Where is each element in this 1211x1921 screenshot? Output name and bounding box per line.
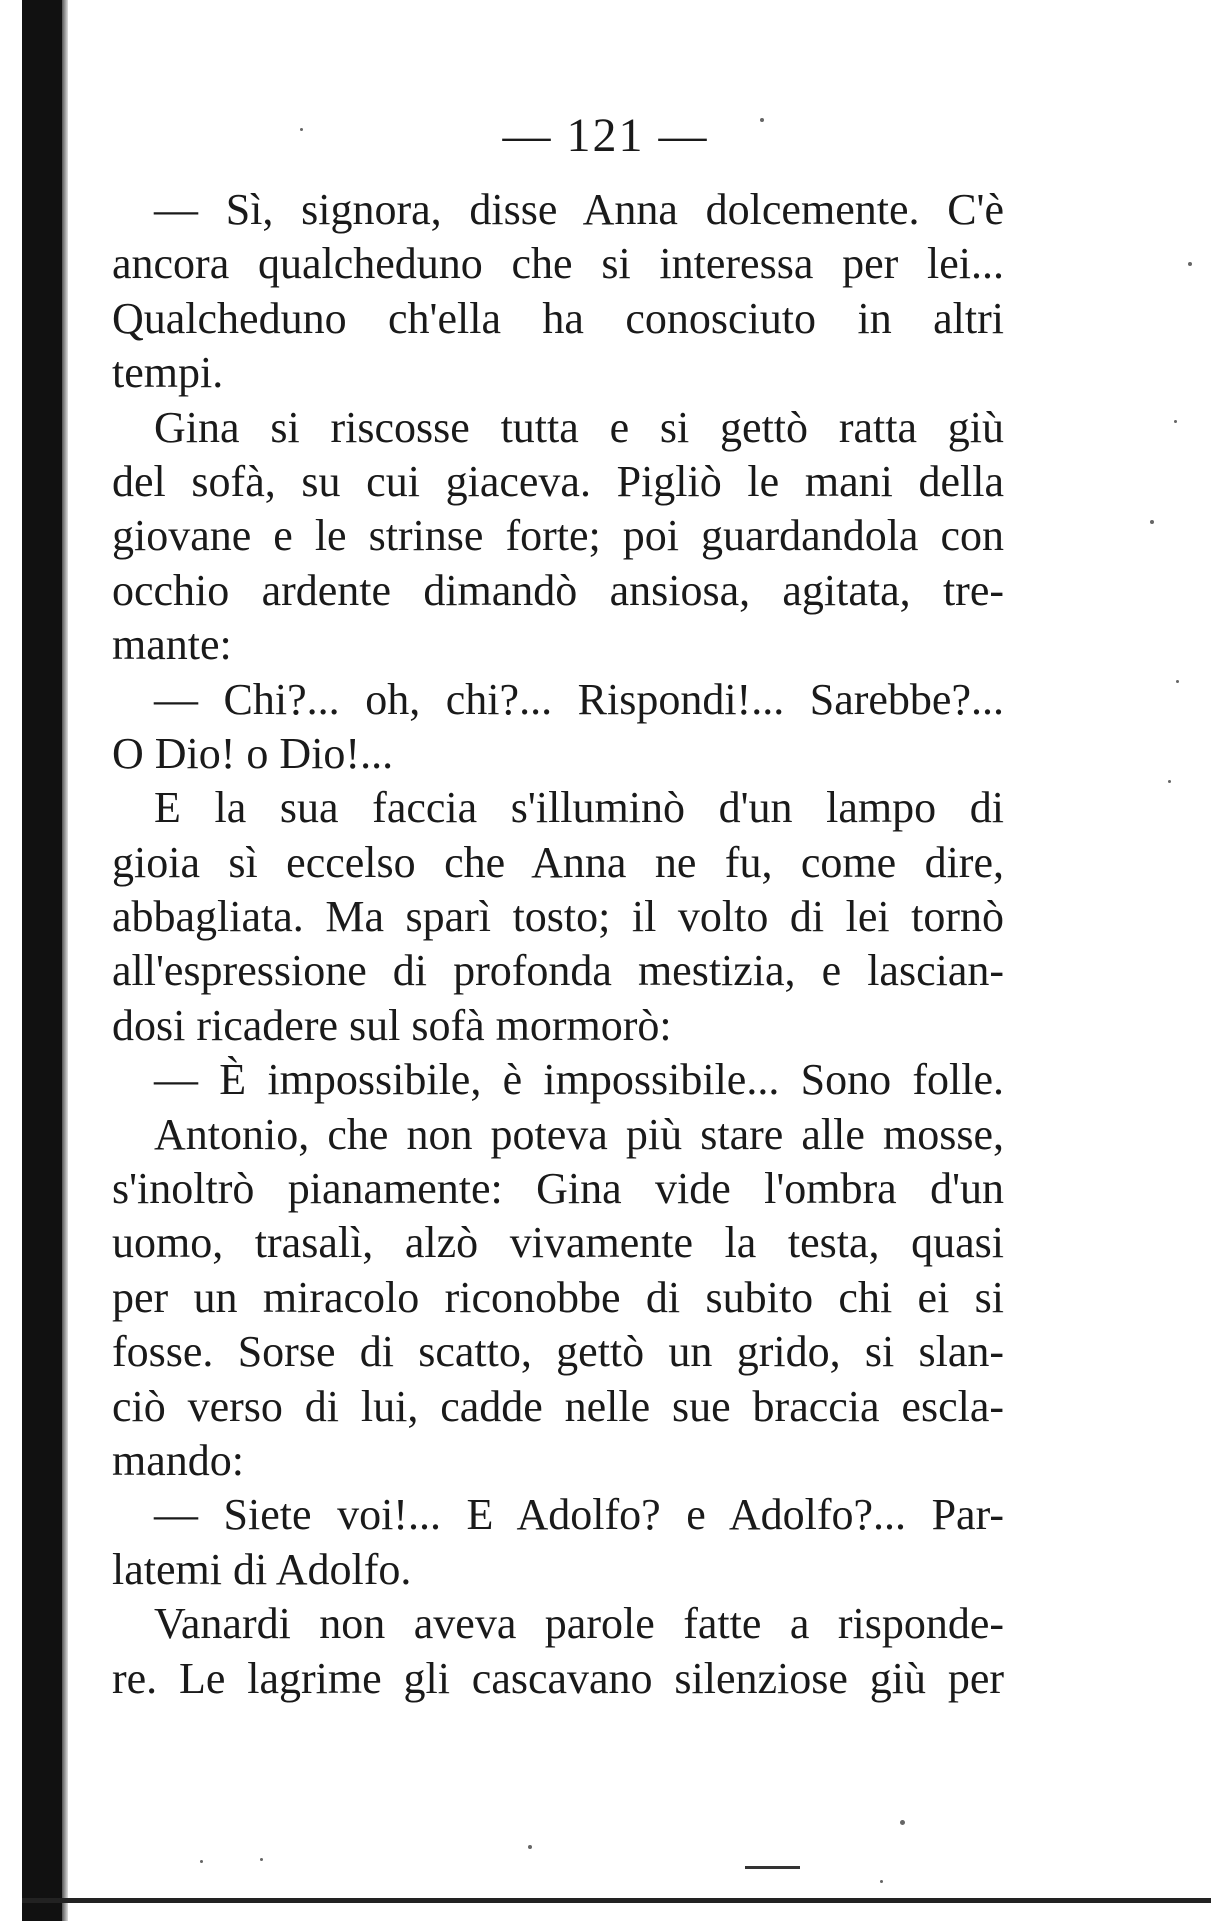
scan-speck — [900, 1820, 905, 1825]
text-line: dosi ricadere sul sofà mormorò: — [112, 1000, 672, 1050]
text-line: mante: — [112, 620, 232, 670]
text-line: s'inoltrò pianamente: Gina vide l'ombra d'un — [112, 1164, 1004, 1214]
scan-speck — [300, 128, 303, 131]
text-line: ancora qualcheduno che si interessa per lei... — [112, 239, 1004, 289]
text-line: all'espressione di profonda mestizia, e lascian- — [112, 946, 1004, 996]
text-line: re. Le lagrime gli cascavano silenziose giù per — [112, 1653, 1004, 1703]
scan-speck — [1150, 520, 1154, 524]
text-line: mando: — [112, 1435, 244, 1485]
scan-speck — [1188, 262, 1192, 266]
text-line: tempi. — [112, 348, 224, 398]
scan-speck — [200, 1860, 203, 1863]
scan-speck — [1168, 780, 1171, 783]
text-line: del sofà, su cui giaceva. Pigliò le mani della — [112, 456, 1004, 506]
text-line: giovane e le strinse forte; poi guardandola con — [112, 511, 1004, 561]
text-line: ciò verso di lui, cadde nelle sue braccia escla- — [112, 1381, 1004, 1431]
book-spine-shadow — [22, 0, 62, 1921]
text-line: Antonio, che non poteva più stare alle mosse, — [154, 1109, 1004, 1159]
page-text — [112, 183, 1004, 1706]
scan-speck — [528, 1845, 532, 1849]
text-line: — Chi?... oh, chi?... Rispondi!... Sarebbe?... — [154, 674, 1004, 724]
text-line: abbagliata. Ma sparì tosto; il volto di lei tornò — [112, 892, 1004, 942]
text-line: E la sua faccia s'illuminò d'un lampo di — [154, 783, 1004, 833]
text-line: gioia sì eccelso che Anna ne fu, come dire, — [112, 837, 1004, 887]
text-line: Gina si riscosse tutta e si gettò ratta giù — [154, 402, 1004, 452]
scan-speck — [260, 1858, 263, 1861]
text-line: — Siete voi!... E Adolfo? e Adolfo?... Par- — [154, 1490, 1004, 1540]
text-line: uomo, trasalì, alzò vivamente la testa, quasi — [112, 1218, 1004, 1268]
book-gutter-edge — [62, 0, 68, 1921]
text-line: O Dio! o Dio!... — [112, 728, 394, 778]
scan-dash — [745, 1866, 800, 1869]
scan-speck — [760, 118, 764, 122]
text-line: — È impossibile, è impossibile... Sono folle. — [154, 1055, 1004, 1105]
scan-speck — [1176, 680, 1179, 683]
page-bottom-edge — [22, 1898, 1211, 1903]
text-line: latemi di Adolfo. — [112, 1544, 412, 1594]
text-line: — Sì, signora, disse Anna dolcemente. C'è — [154, 185, 1004, 234]
page-number: — 121 — — [502, 109, 709, 162]
text-line: fosse. Sorse di scatto, gettò un grido, si slan- — [112, 1327, 1004, 1377]
scan-speck — [880, 1880, 883, 1883]
scan-speck — [1174, 420, 1177, 423]
text-line: occhio ardente dimandò ansiosa, agitata, tre- — [112, 565, 1004, 615]
text-line: Vanardi non aveva parole fatte a risponde- — [154, 1599, 1004, 1649]
text-line: per un miracolo riconobbe di subito chi ei si — [112, 1272, 1004, 1322]
text-line: Qualcheduno ch'ella ha conosciuto in altri — [112, 293, 1004, 343]
